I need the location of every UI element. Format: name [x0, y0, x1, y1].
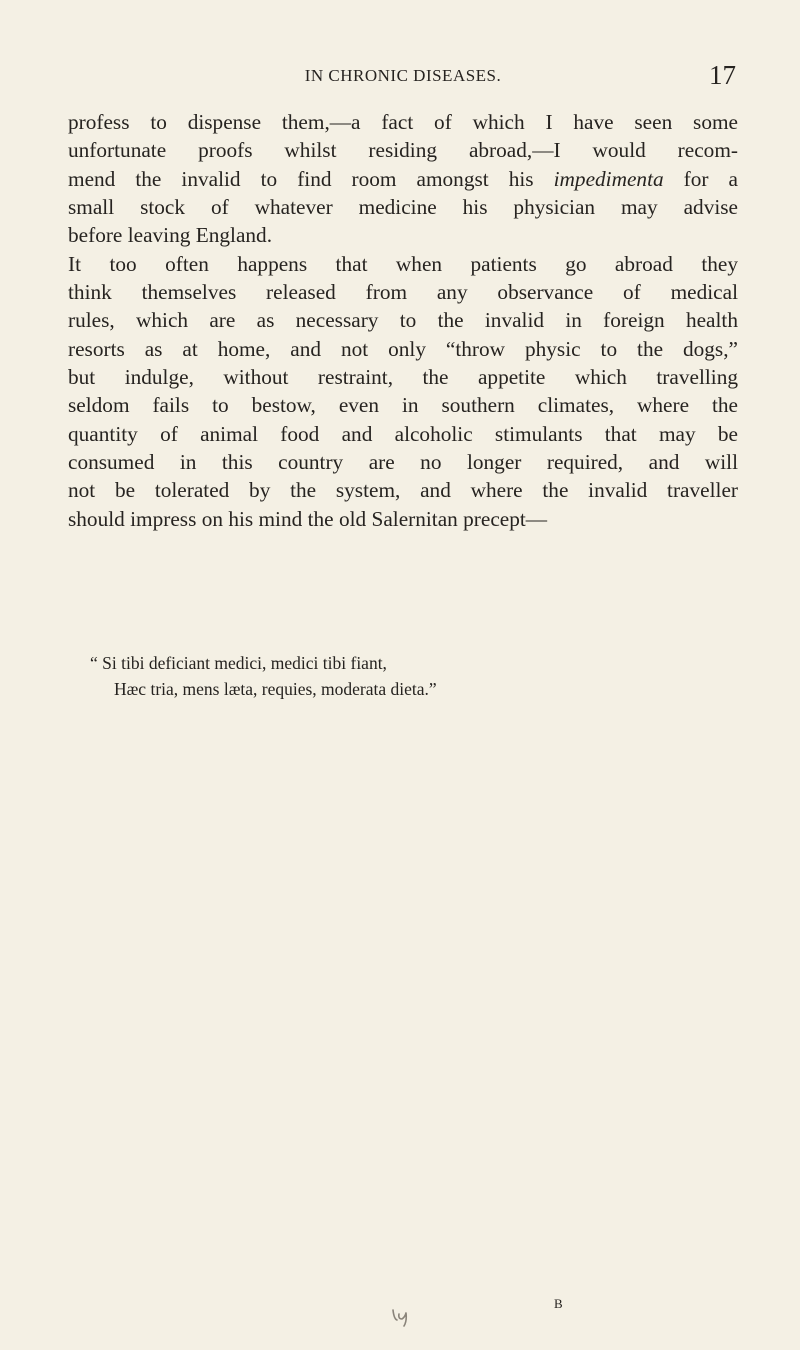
text-line: before leaving England. — [68, 223, 273, 248]
text-line: but indulge, without restraint, the appetite which travelling — [68, 365, 738, 390]
text-line: resorts as at home, and not only “throw physic to the dogs,” — [68, 336, 738, 361]
text-line: unfortunate proofs whilst residing abroad,—I would recom- — [68, 138, 738, 163]
text-line: consumed in this country are no longer required, and will — [68, 450, 738, 475]
text-line: rules, which are as necessary to the invalid in foreign health — [68, 308, 738, 333]
running-title: IN CHRONIC DISEASES. — [304, 66, 502, 85]
text-line: quantity of animal food and alcoholic stimulants that may be — [68, 421, 738, 446]
page-number: 17 — [709, 60, 736, 90]
italic-term: impedimenta — [553, 166, 664, 191]
text-run: mend the invalid to find room amongst his — [68, 166, 554, 191]
quote-line: Hæc tria, mens læta, requies, moderata dieta.” — [114, 679, 437, 699]
running-head — [68, 60, 738, 92]
text-line: seldom fails to bestow, even in southern climates, where the — [68, 393, 738, 418]
text-line — [68, 165, 738, 193]
quote-line: “ Si tibi deficiant medici, medici tibi fiant, — [90, 653, 387, 673]
text-line: should impress on his mind the old Salernitan precept— — [68, 506, 548, 531]
handwritten-mark-icon — [390, 1305, 420, 1327]
latin-quotation — [90, 650, 437, 702]
text-line: think themselves released from any observance of medical — [68, 280, 738, 305]
text-run: for a — [663, 166, 738, 191]
text-line: It too often happens that when patients go abroad they — [68, 251, 738, 276]
signature-mark: B — [554, 1296, 563, 1311]
body-text — [68, 108, 738, 533]
text-line: profess to dispense them,—a fact of which I have seen some — [68, 110, 738, 134]
text-line: small stock of whatever medicine his physician may advise — [68, 195, 738, 220]
text-line: not be tolerated by the system, and where the invalid traveller — [68, 478, 738, 503]
